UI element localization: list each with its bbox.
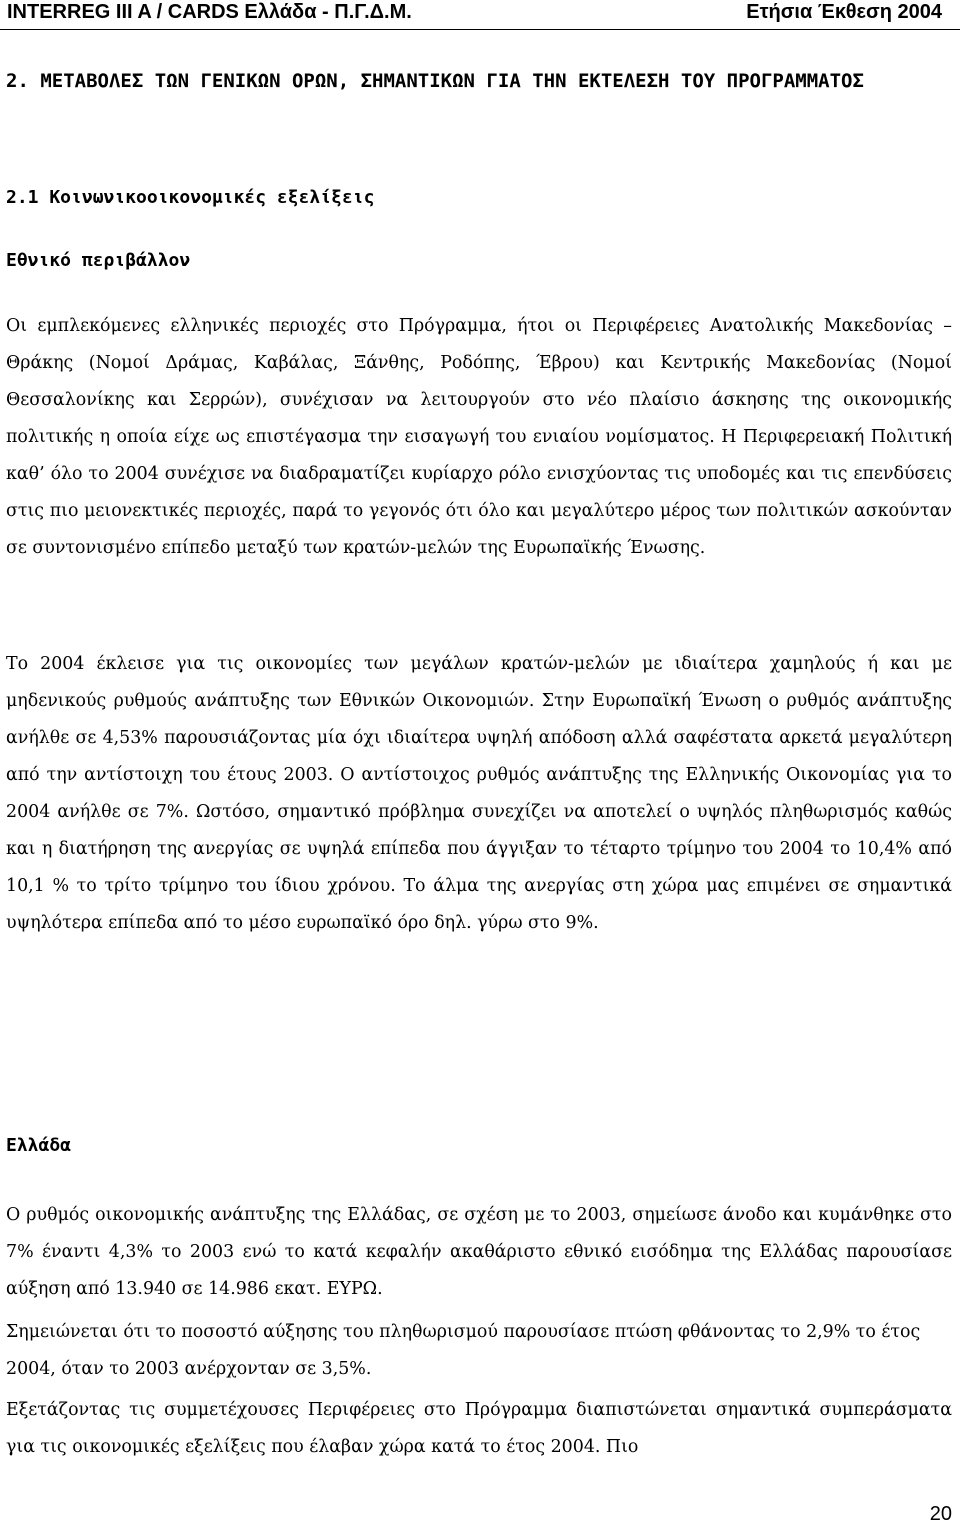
subheading-national-environment: Εθνικό περιβάλλον xyxy=(6,250,191,271)
page-header xyxy=(0,0,960,30)
header-left-title: INTERREG III A / CARDS Ελλάδα - Π.Γ.Δ.Μ. xyxy=(7,1,412,23)
paragraph-5: Εξετάζοντας τις συμμετέχουσες Περιφέρειες στο Πρόγραμμα διαπιστώνεται σημαντικά συμπεράσματα για τις οικονομικές εξελίξεις που έλαβαν χώρα κατά το έτος 2004. Πιο xyxy=(6,1400,952,1457)
section-title: 2. ΜΕΤΑΒΟΛΕΣ ΤΩΝ ΓΕΝΙΚΩΝ ΟΡΩΝ, ΣΗΜΑΝΤΙΚΩΝ ΓΙΑ ΤΗΝ ΕΚΤΕΛΕΣΗ ΤΟΥ ΠΡΟΓΡΑΜΜΑΤΟΣ xyxy=(6,70,864,92)
subheading-greece: Ελλάδα xyxy=(6,1135,72,1156)
paragraph-1: Οι εμπλεκόμενες ελληνικές περιοχές στο Πρόγραμμα, ήτοι οι Περιφέρειες Ανατολικής Μακεδονίας – Θράκης (Νομοί Δράμας, Καβάλας, Ξάνθης, Ροδόπης, Έβρου) και Κεντρικής Μακεδονίας (Νομοί Θεσσαλονίκης και Σερρών), συνέχισαν να λειτουργούν στο νέο πλαίσιο άσκησης της οικονομικής πολιτικής η οποία είχε ως επιστέγασμα την εισαγωγή του ενιαίου νομίσματος. Η Περιφερειακή Πολιτική καθ’ όλο το 2004 συνέχισε να διαδραματίζει κυρίαρχο ρόλο ενισχύοντας τις υποδομές και τις επενδύσεις στις πιο μειονεκτικές περιοχές, παρά το γεγονός ότι όλο και μεγαλύτερο μέρος των πολιτικών ασκούνταν σε συντονισμένο επίπεδο μεταξύ των κρατών-μελών της Ευρωπαϊκής Ένωσης. xyxy=(6,316,952,558)
subsection-title: 2.1 Κοινωνικοοικονομικές εξελίξεις xyxy=(6,187,375,208)
paragraph-4: Σημειώνεται ότι το ποσοστό αύξησης του πληθωρισμού παρουσίασε πτώση φθάνοντας το 2,9% το έτος 2004, όταν το 2003 ανέρχονταν σε 3,5%. xyxy=(6,1322,921,1379)
header-right-title: Ετήσια Έκθεση 2004 xyxy=(746,1,942,23)
paragraph-3: Ο ρυθμός οικονομικής ανάπτυξης της Ελλάδας, σε σχέση με το 2003, σημείωσε άνοδο και κυμάνθηκε στο 7% έναντι 4,3% το 2003 ενώ το κατά κεφαλήν ακαθάριστο εθνικό εισόδημα της Ελλάδας παρουσίασε αύξηση από 13.940 σε 14.986 εκατ. ΕΥΡΩ. xyxy=(6,1205,952,1299)
paragraph-2: Το 2004 έκλεισε για τις οικονομίες των μεγάλων κρατών-μελών με ιδιαίτερα χαμηλούς ή και με μηδενικούς ρυθμούς ανάπτυξης των Εθνικών Οικονομιών. Στην Ευρωπαϊκή Ένωση ο ρυθμός ανάπτυξης ανήλθε σε 4,53% παρουσιάζοντας μία όχι ιδιαίτερα υψηλή απόδοση αλλά σαφέστατα αρκετά μεγαλύτερη από την αντίστοιχη του έτους 2003. Ο αντίστοιχος ρυθμός ανάπτυξης της Ελληνικής Οικονομίας για το 2004 ανήλθε σε 7%. Ωστόσο, σημαντικό πρόβλημα συνεχίζει να αποτελεί ο υψηλός πληθωρισμός καθώς και η διατήρηση της ανεργίας σε υψηλά επίπεδα που άγγιξαν το τέταρτο τρίμηνο του 2004 το 10,4% από 10,1 % το τρίτο τρίμηνο του ίδιου χρόνου. Το άλμα της ανεργίας στη χώρα μας επιμένει σε σημαντικά υψηλότερα επίπεδα από το μέσο ευρωπαϊκό όρο δηλ. γύρω στο 9%. xyxy=(6,654,952,933)
page-number: 20 xyxy=(929,1503,952,1525)
